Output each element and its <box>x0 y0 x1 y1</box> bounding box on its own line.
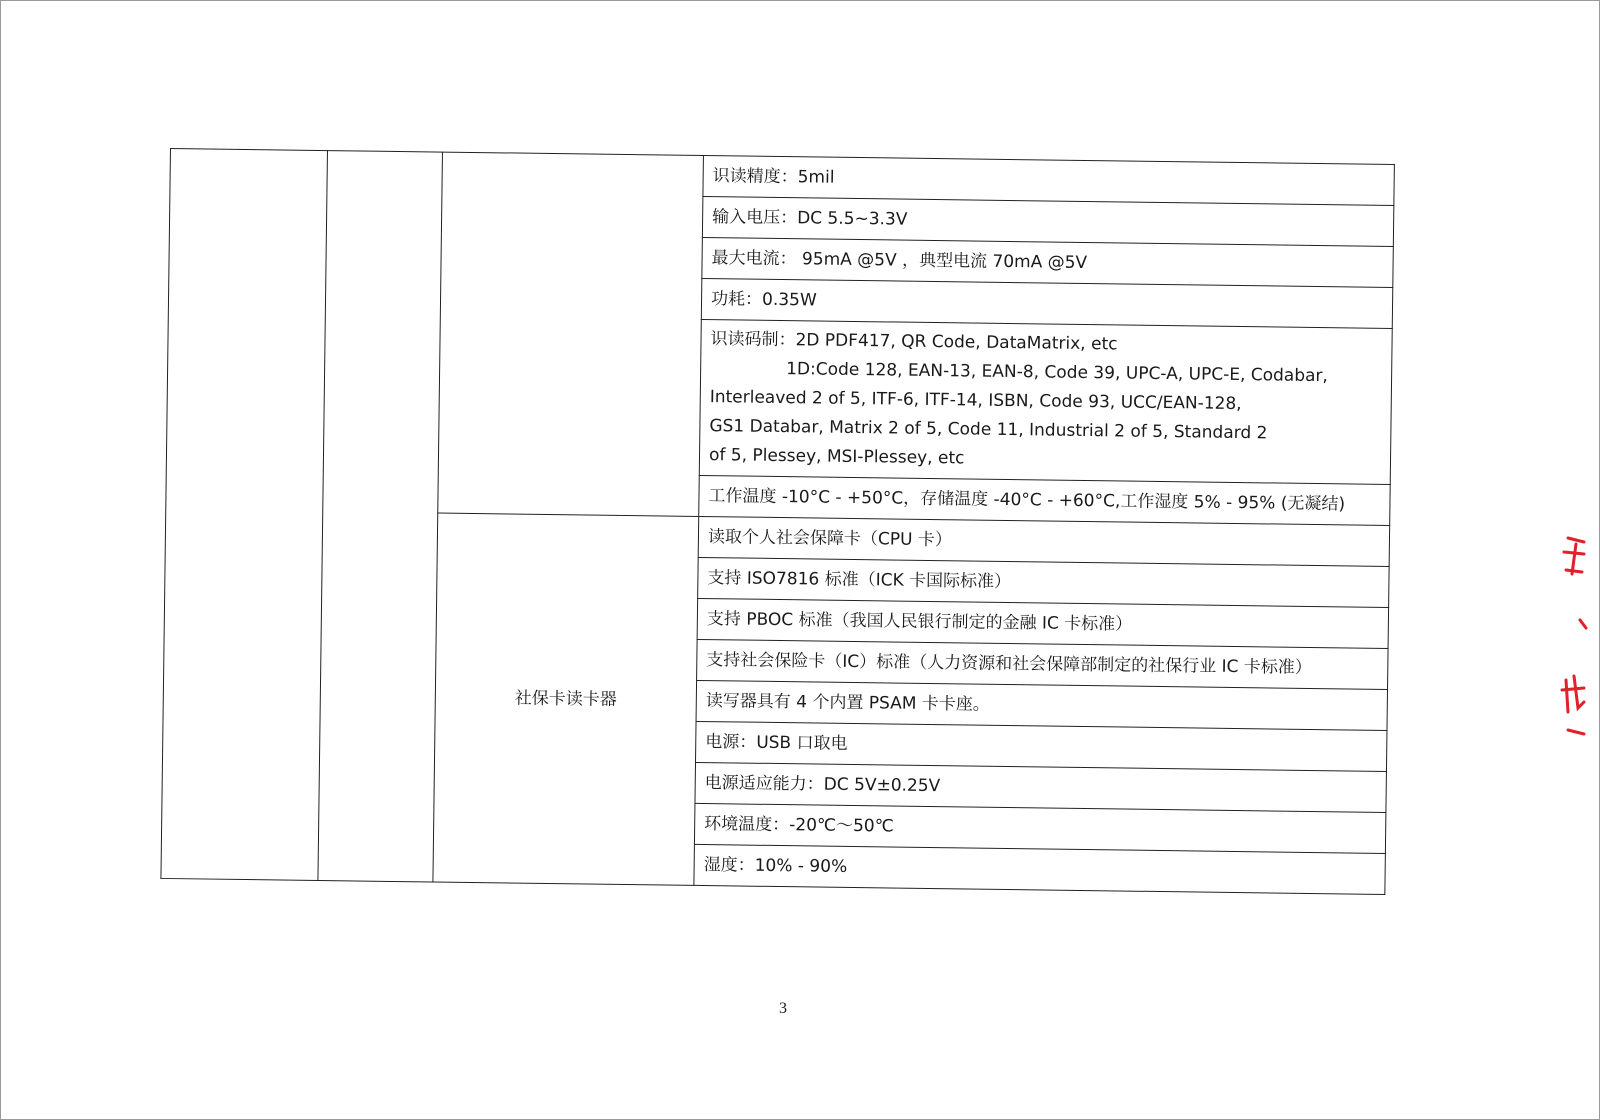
category-label: 社保卡读卡器 <box>514 688 617 710</box>
empty-column-1 <box>161 149 328 881</box>
spec-cell: 识读精度：5mil <box>703 155 1394 205</box>
upper-category-cell <box>438 152 704 516</box>
page-number: 3 <box>779 1000 787 1017</box>
spec-cell: 环境温度：-20℃～50℃ <box>694 803 1385 853</box>
spec-cell: 支持 PBOC 标准（我国人民银行制定的金融 IC 卡标准） <box>697 598 1388 648</box>
spec-table-container <box>160 148 1393 895</box>
empty-column-2 <box>318 151 443 882</box>
spec-cell: 最大电流： 95mA @5V ，典型电流 70mA @5V <box>702 237 1393 287</box>
spec-cell: 支持 ISO7816 标准（ICK 卡国际标准） <box>698 557 1389 607</box>
spec-table <box>160 148 1394 895</box>
category-cell <box>433 513 699 885</box>
red-seal-stamp-fragment <box>1554 530 1590 750</box>
symbology-cell: 识读码制：2D PDF417, QR Code, DataMatrix, etc 1D:Code 128, EAN-13, EAN-8, Code 39, UPC-A, UPC-E, Codabar, Interleaved 2 of 5, ITF-6, ITF-14, ISBN, Code 93, UCC/EAN-128, GS1 Databar, Matrix 2 of 5, Code 11, Industrial 2 of 5, Standard 2 of 5, Plessey, MSI-Plessey, etc <box>699 319 1392 484</box>
spec-cell: 读写器具有 4 个内置 PSAM 卡卡座。 <box>696 680 1387 730</box>
spec-cell: 输入电压：DC 5.5~3.3V <box>702 196 1393 246</box>
spec-cell: 电源适应能力：DC 5V±0.25V <box>695 762 1386 812</box>
spec-cell: 功耗：0.35W <box>701 278 1392 328</box>
spec-cell: 湿度：10% - 90% <box>694 844 1385 894</box>
spec-cell: 读取个人社会保障卡（CPU 卡） <box>698 516 1389 566</box>
environment-cell: 工作温度 -10°C - +50°C，存储温度 -40°C - +60°C,工作湿度 5% - 95% (无凝结) <box>699 475 1390 525</box>
spec-cell: 支持社会保险卡（IC）标准（人力资源和社会保障部制定的社保行业 IC 卡标准） <box>697 639 1388 689</box>
spec-cell: 电源：USB 口取电 <box>696 721 1387 771</box>
